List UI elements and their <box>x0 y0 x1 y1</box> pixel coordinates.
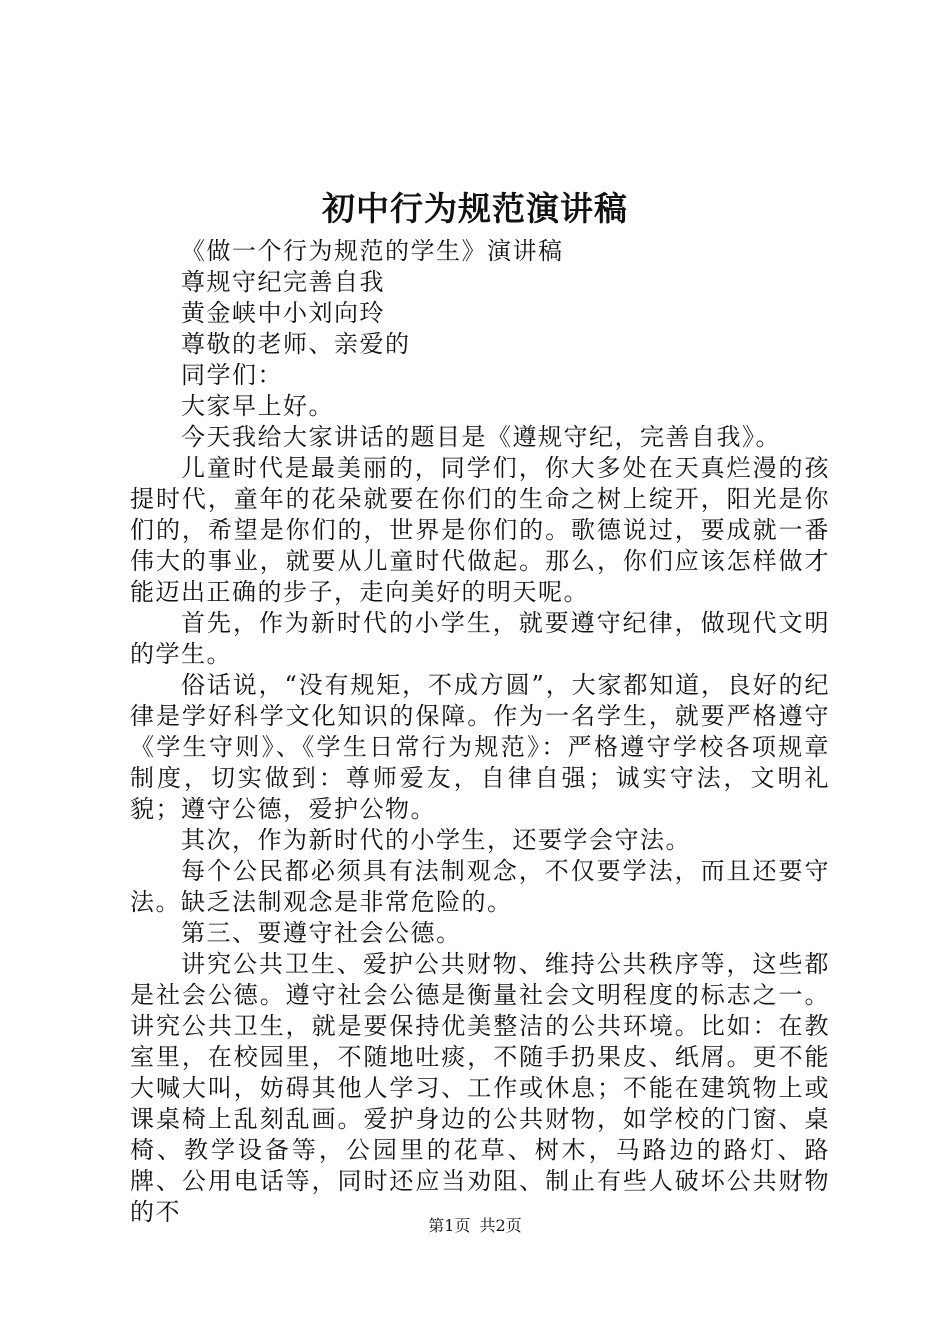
page-number: 第1页 <box>428 1216 471 1235</box>
document-title: 初中行为规范演讲稿 <box>322 189 628 228</box>
paragraph: 每个公民都必须具有法制观念，不仅要学法，而且还要守法。缺乏法制观念是非常危险的。 <box>130 857 830 916</box>
paragraph: 首先，作为新时代的小学生，就要遵守纪律，做现代文明的学生。 <box>130 609 830 668</box>
paragraph: 其次，作为新时代的小学生，还要学会守法。 <box>181 826 691 854</box>
paragraph: 黄金峡中小刘向玲 <box>181 299 385 327</box>
document-body <box>130 236 830 1228</box>
paragraph: 讲究公共卫生、爱护公共财物、维持公共秩序等，这些都是社会公德。遵守社会公德是衡量社会文明程度的标志之一。讲究公共卫生，就是要保持优美整洁的公共环境。比如：在教室里，在校园里，不随地吐痰，不随手扔果皮、纸屑。更不能大喊大叫，妨碍其他人学习、工作或休息；不能在建筑物上或课桌椅上乱刻乱画。爱护身边的公共财物，如学校的门窗、桌椅、教学设备等，公园里的花草、树木，马路边的路灯、路牌、公用电话等，同时还应当劝阻、制止有些人破坏公共财物的不 <box>130 950 830 1226</box>
paragraph: 儿童时代是最美丽的，同学们，你大多处在天真烂漫的孩提时代，童年的花朵就要在你们的生命之树上绽开，阳光是你们的，希望是你们的，世界是你们的。歌德说过，要成就一番伟大的事业，就要从儿童时代做起。那么，你们应该怎样做才能迈出正确的步子，走向美好的明天呢。 <box>130 454 830 606</box>
paragraph: 今天我给大家讲话的题目是《遵规守纪，完善自我》。 <box>181 423 781 451</box>
paragraph: 俗话说，“没有规矩，不成方圆”，大家都知道，良好的纪律是学好科学文化知识的保障。作为一名学生，就要严格遵守《学生守则》、《学生日常行为规范》：严格遵守学校各项规章制度，切实做到：尊师爱友，自律自强；诚实守法，文明礼貌；遵守公德，爱护公物。 <box>130 671 830 823</box>
page-count: 共2页 <box>479 1216 522 1235</box>
paragraph: 大家早上好。 <box>181 392 334 420</box>
paragraph: 第三、要遵守社会公德。 <box>181 919 462 947</box>
paragraph: 尊敬的老师、亲爱的 <box>181 330 411 358</box>
paragraph: 《做一个行为规范的学生》演讲稿 <box>181 237 564 265</box>
page-footer <box>0 1216 950 1236</box>
paragraph: 同学们： <box>181 361 283 389</box>
paragraph: 尊规守纪完善自我 <box>181 268 385 296</box>
